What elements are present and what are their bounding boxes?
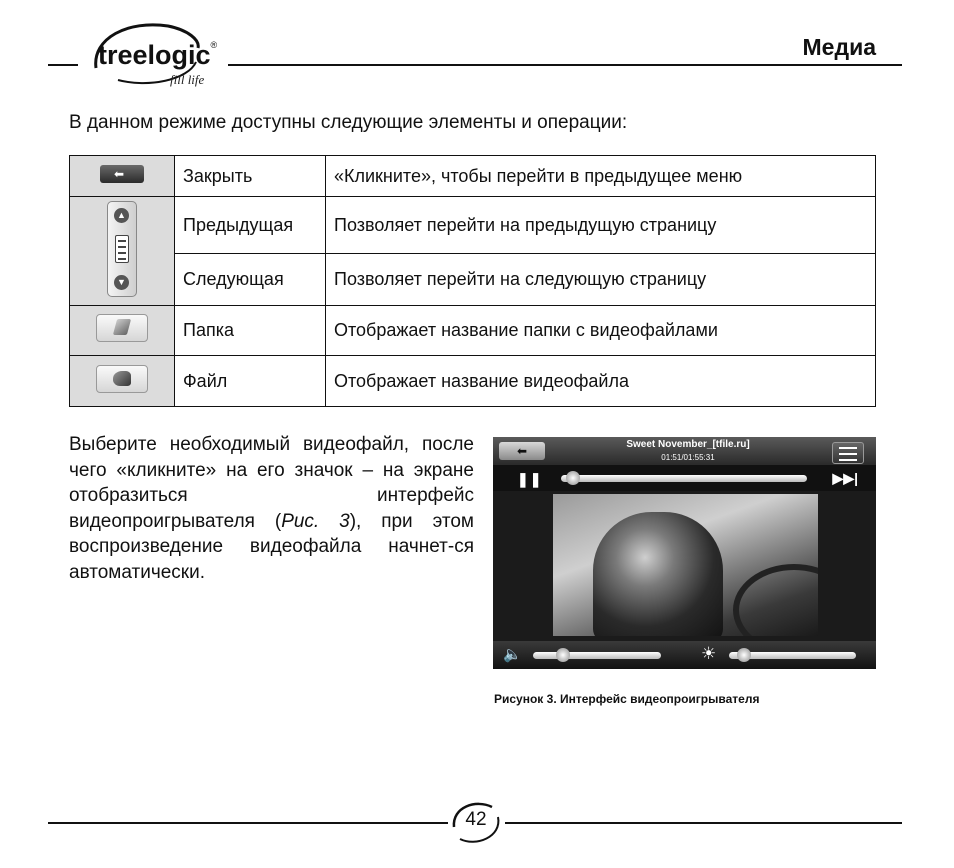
volume-knob [556,648,570,662]
logo-wordmark: treelogic® [98,40,218,70]
volume-slider [533,652,661,659]
back-arrow-icon: ⬅ [499,442,545,460]
icon-cell [70,356,175,407]
page-list-icon [115,235,129,263]
operation-description: Позволяет перейти на предыдущую страницу [326,197,876,254]
pause-icon: ❚❚ [517,471,543,487]
next-track-icon: ▶▶| [832,470,858,486]
operation-description: Отображает название папки с видеофайлами [326,306,876,356]
operation-description: Отображает название видеофайла [326,356,876,407]
intro-text: В данном режиме доступны следующие элементы и операции: [69,112,628,133]
icon-cell [70,306,175,356]
progress-knob [566,471,580,485]
icon-cell [70,156,175,197]
page-number: 42 [465,809,487,830]
operation-name: Папка [175,306,326,356]
operation-name: Файл [175,356,326,407]
operation-name: Закрыть [175,156,326,197]
progress-slider [561,475,807,482]
footer-rule-right [505,822,902,824]
player-controls [493,465,876,491]
player-top-bar [493,437,876,465]
player-bottom-bar [493,641,876,669]
folder-icon [96,314,148,342]
video-player-screenshot [493,437,876,669]
scroll-up-icon: ▲ [114,208,129,223]
operation-name: Предыдущая [175,197,326,254]
table-row [70,197,876,254]
icon-cell [70,197,175,306]
body-paragraph: Выберите необходимый видеофайл, после чего «кликните» на его значок – на экране отобразиться интерфейс видеопроигрывателя (Рис. 3), при этом воспроизведение видеофайла начнет-ся автоматически. [69,434,474,583]
table-row [70,356,876,407]
operation-description: «Кликните», чтобы перейти в предыдущее меню [326,156,876,197]
video-frame [553,494,818,636]
scroll-down-icon: ▼ [114,275,129,290]
video-steering-wheel-image [733,564,818,636]
brightness-knob [737,648,751,662]
table-row [70,156,876,197]
back-arrow-icon: ⬅ [100,165,144,183]
section-title: Медиа [802,34,876,60]
footer-rule-left [48,822,448,824]
video-time: 01:51/01:55:31 [661,453,715,462]
table-row [70,306,876,356]
figure-reference: Рис. 3 [281,510,350,532]
brightness-icon: ☀ [701,644,717,663]
brightness-slider [729,652,856,659]
figure-caption: Рисунок 3. Интерфейс видеопроигрывателя [494,692,760,706]
table-row [70,254,876,306]
operations-table [69,155,876,407]
logo-tagline: fill life [170,72,205,87]
video-person-image [593,512,723,636]
brand-logo [78,10,228,90]
volume-icon: 🔈 [503,646,522,663]
file-icon [96,365,148,393]
scroll-control-icon [107,201,137,297]
menu-list-icon [832,442,864,464]
operation-description: Позволяет перейти на следующую страницу [326,254,876,306]
operation-name: Следующая [175,254,326,306]
video-title: Sweet November_[tfile.ru] [626,439,750,450]
